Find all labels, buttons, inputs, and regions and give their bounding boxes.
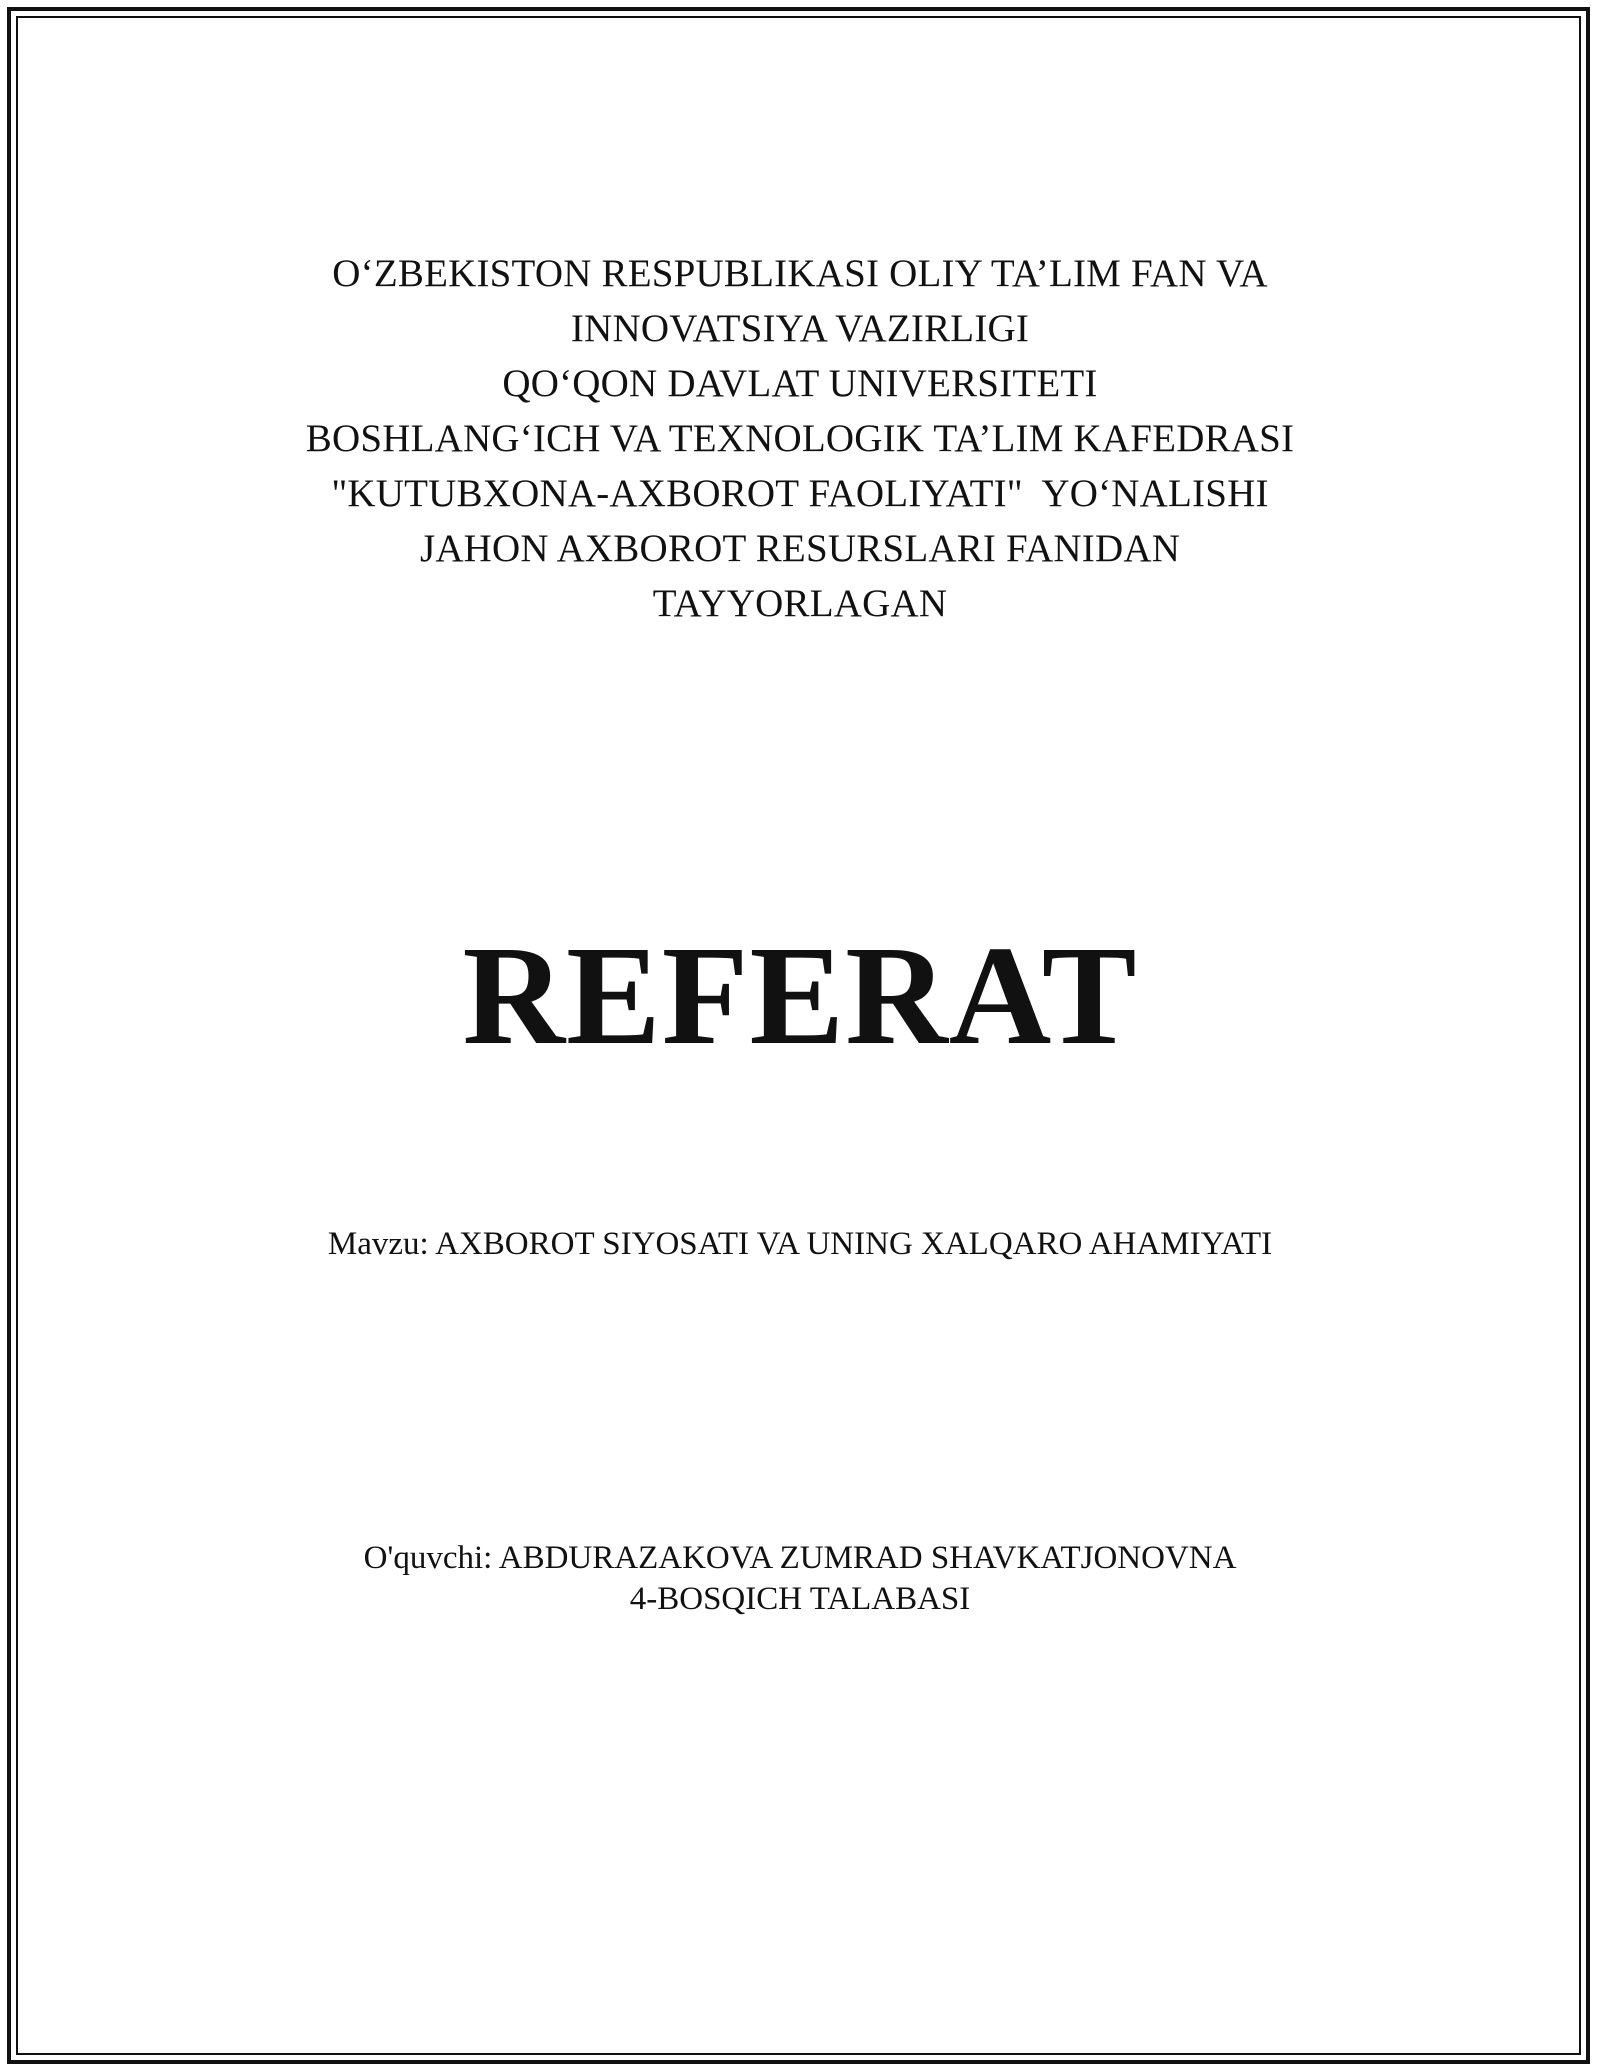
student-name: O'quvchi: ABDURAZAKOVA ZUMRAD SHAVKATJONOVNA [363, 1540, 1237, 1576]
header-line-ministry-2: INNOVATSIYA VAZIRLIGI [570, 307, 1030, 350]
student-status: 4-BOSQICH TALABASI [629, 1581, 971, 1617]
header-line-prepared: TAYYORLAGAN [652, 582, 948, 625]
institution-header [0, 246, 1600, 631]
student-info [0, 1538, 1600, 1620]
topic-line: Mavzu: AXBOROT SIYOSATI VA UNING XALQARO AHAMIYATI [327, 1226, 1273, 1262]
header-line-university: QO‘QON DAVLAT UNIVERSITETI [502, 362, 1098, 405]
header-line-ministry-1: O‘ZBEKISTON RESPUBLIKASI OLIY TA’LIM FAN VA [332, 252, 1268, 295]
header-line-direction: "KUTUBXONA-AXBOROT FAOLIYATI" YO‘NALISHI [331, 472, 1269, 515]
document-title: REFERAT [462, 916, 1138, 1074]
header-line-department: BOSHLANG‘ICH VA TEXNOLOGIK TA’LIM KAFEDRASI [305, 417, 1295, 460]
header-line-subject: JAHON AXBOROT RESURSLARI FANIDAN [419, 527, 1181, 570]
